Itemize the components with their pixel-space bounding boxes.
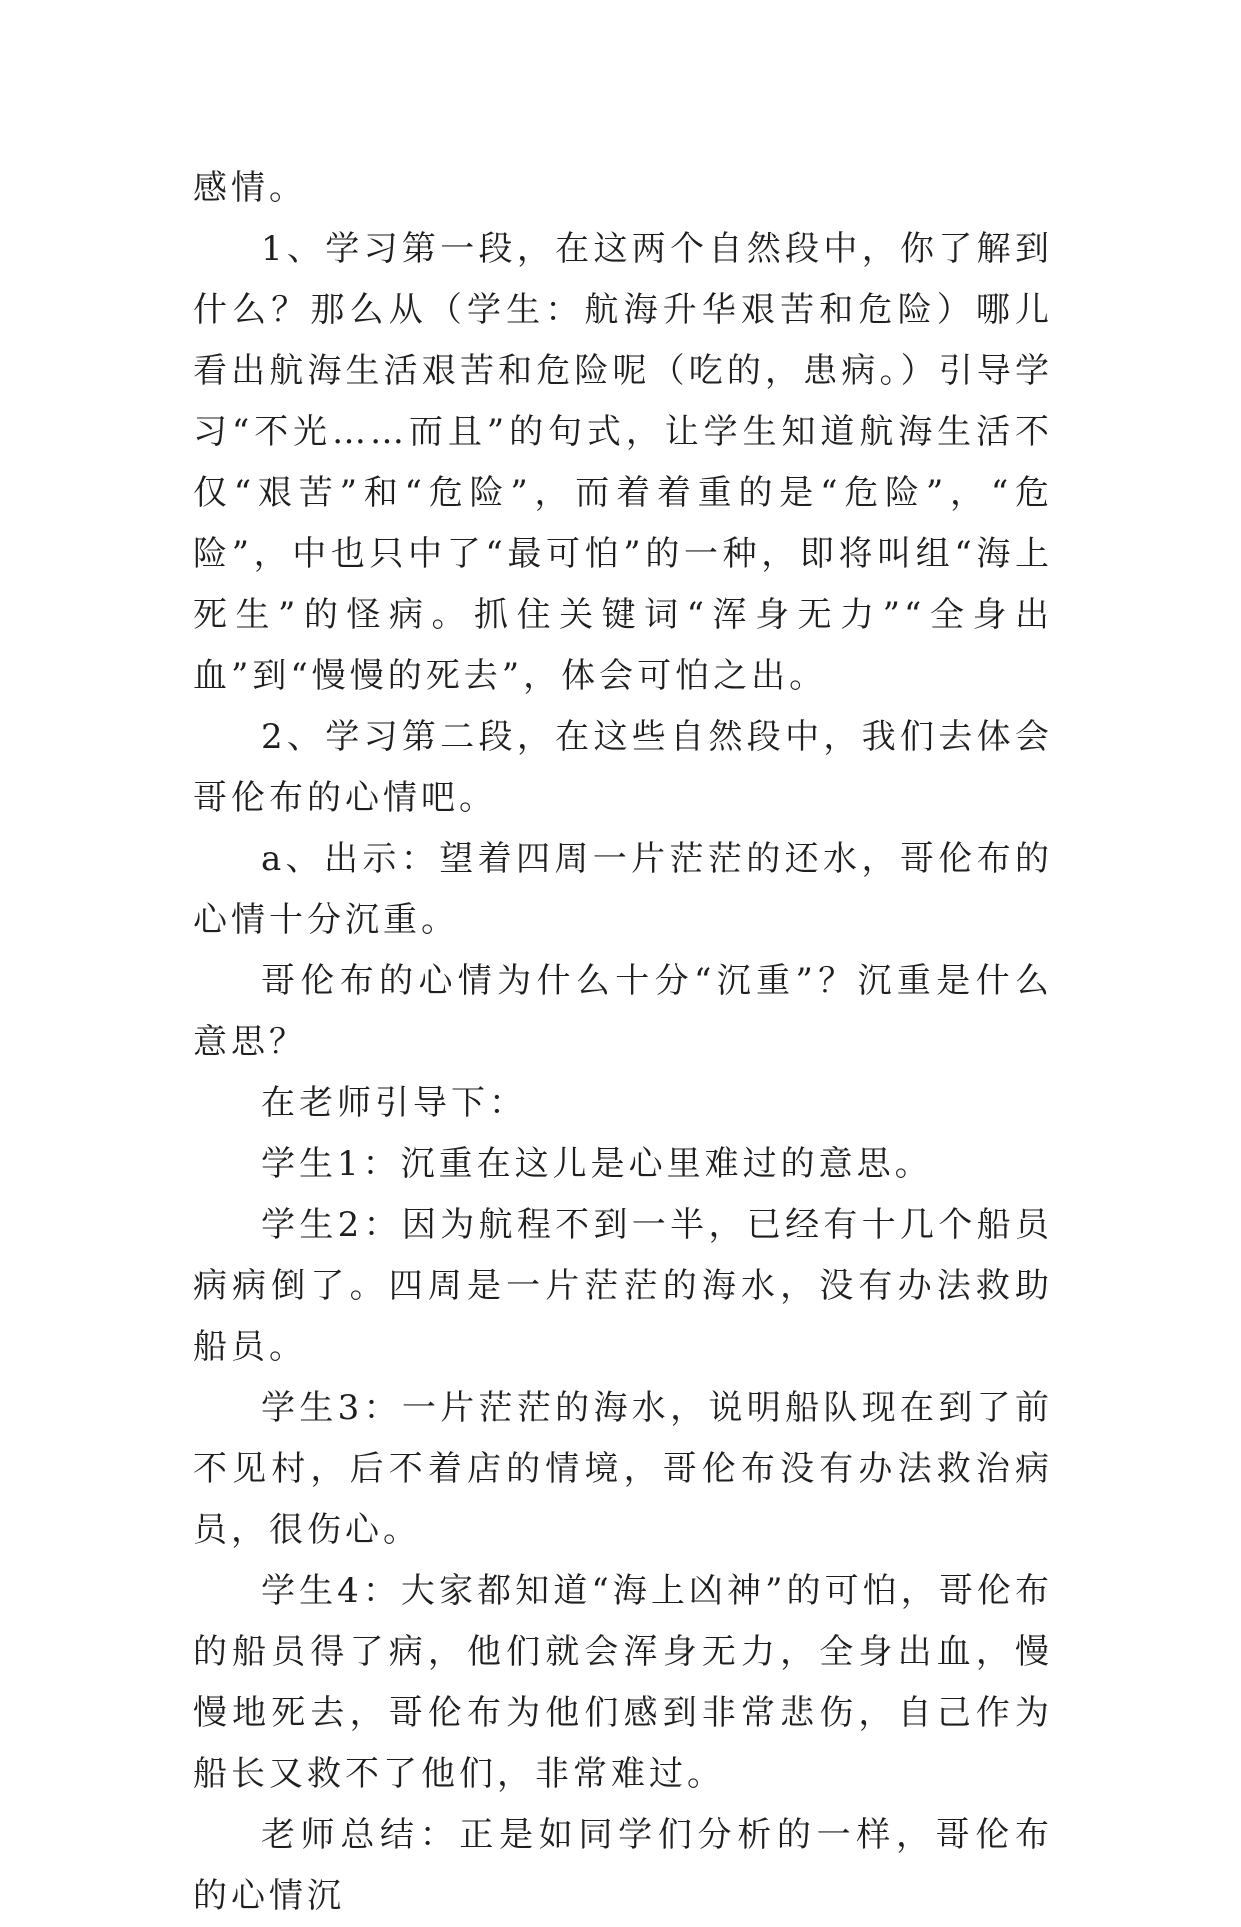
paragraph-teacher-guide: 在老师引导下：: [261, 1083, 527, 1123]
paragraph-section-1: 1、学习第一段，在这两个自然段中，你了解到什么？那么从（学生：航海升华艰苦和危险）哪儿看出航海生活艰苦和危险呢（吃的，患病。）引导学习“不光……而且”的句式，让学生知道航海生活不仅“艰苦”和“危险”，而着着重的是“危险”，“危险”，中也只中了“最可怕”的一种，即将叫组“海上死生”的怪病。抓住关键词“浑身无力”“全身出血”到“慢慢的死去”，体会可怕之出。: [193, 229, 1053, 696]
paragraph-student-3: 学生3：一片茫茫的海水，说明船队现在到了前不见村，后不着店的情境，哥伦布没有办法救治病员，很伤心。: [193, 1388, 1053, 1550]
paragraph-student-4: 学生4：大家都知道“海上凶神”的可怕，哥伦布的船员得了病，他们就会浑身无力，全身出血，慢慢地死去，哥伦布为他们感到非常悲伤，自己作为船长又救不了他们，非常难过。: [193, 1571, 1053, 1794]
paragraph-question: 哥伦布的心情为什么十分“沉重”？沉重是什么意思？: [193, 961, 1053, 1062]
paragraph-section-2: 2、学习第二段，在这些自然段中，我们去体会哥伦布的心情吧。: [193, 717, 1053, 818]
paragraph-student-2: 学生2：因为航程不到一半，已经有十几个船员病病倒了。四周是一片茫茫的海水，没有办法救助船员。: [193, 1205, 1053, 1367]
paragraph-student-1: 学生1：沉重在这儿是心里难过的意思。: [261, 1144, 933, 1184]
paragraph-continuation: 感情。: [193, 168, 307, 208]
paragraph-display-a: a、出示：望着四周一片茫茫的还水，哥伦布的心情十分沉重。: [193, 839, 1053, 940]
body-text: [193, 158, 1053, 1927]
paragraph-teacher-summary: 老师总结：正是如同学们分析的一样，哥伦布的心情沉: [193, 1815, 1053, 1916]
